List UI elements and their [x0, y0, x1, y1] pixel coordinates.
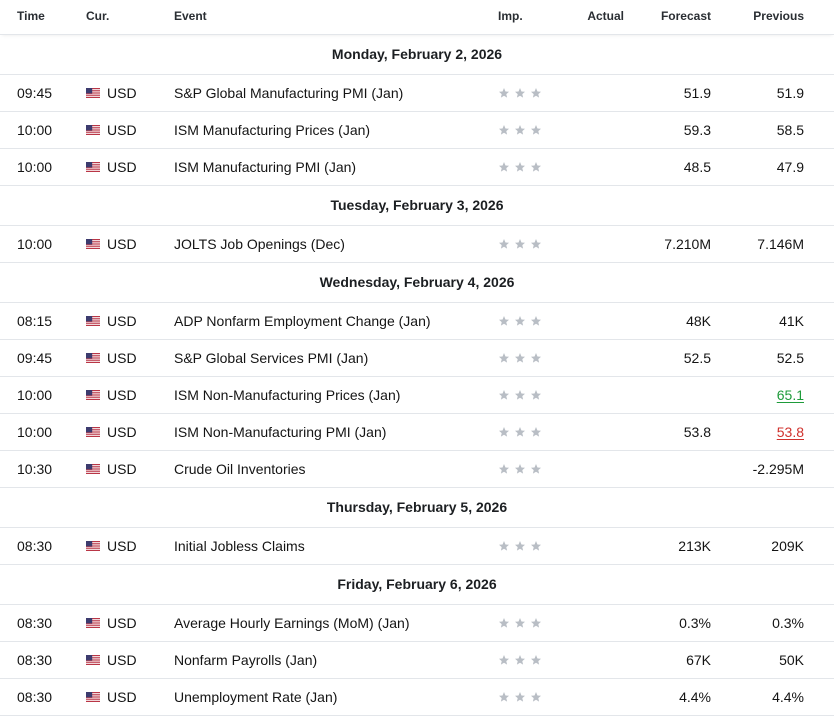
star-icon [530, 654, 542, 666]
day-header-row [0, 263, 834, 303]
event-row[interactable] [0, 226, 834, 263]
event-previous: 7.146M [757, 236, 804, 252]
event-name[interactable]: JOLTS Job Openings (Dec) [174, 236, 345, 252]
event-row[interactable] [0, 451, 834, 488]
star-icon [514, 238, 526, 250]
star-icon [514, 352, 526, 364]
us-flag-icon [86, 692, 100, 702]
event-time: 10:30 [17, 461, 53, 477]
event-name[interactable]: Initial Jobless Claims [174, 538, 305, 554]
event-row[interactable] [0, 303, 834, 340]
event-forecast: 59.3 [683, 122, 711, 138]
event-currency: USD [107, 313, 137, 329]
event-forecast: 48K [686, 313, 711, 329]
star-icon [498, 654, 510, 666]
star-icon [498, 161, 510, 173]
event-name[interactable]: ISM Manufacturing Prices (Jan) [174, 122, 371, 138]
event-previous: 4.4% [772, 689, 804, 705]
event-previous[interactable]: 65.1 [776, 387, 804, 403]
importance-rating [498, 161, 546, 177]
importance-rating [498, 691, 546, 707]
header-actual[interactable]: Actual [587, 9, 624, 23]
us-flag-icon [86, 618, 100, 628]
event-time: 10:00 [17, 236, 53, 252]
event-time: 10:00 [17, 122, 53, 138]
event-time: 08:30 [17, 615, 53, 631]
importance-rating [498, 124, 546, 140]
us-flag-icon [86, 125, 100, 135]
event-previous: 52.5 [776, 350, 804, 366]
us-flag-icon [86, 316, 100, 326]
event-row[interactable] [0, 75, 834, 112]
event-row[interactable] [0, 642, 834, 679]
star-icon [514, 463, 526, 475]
importance-rating [498, 426, 546, 442]
day-header-row [0, 186, 834, 226]
star-icon [530, 87, 542, 99]
event-previous: 58.5 [776, 122, 804, 138]
header-time[interactable]: Time [17, 9, 45, 23]
us-flag-icon [86, 88, 100, 98]
header-importance[interactable]: Imp. [498, 9, 523, 23]
us-flag-icon [86, 390, 100, 400]
event-forecast: 48.5 [683, 159, 711, 175]
event-row[interactable] [0, 605, 834, 642]
event-time: 10:00 [17, 159, 53, 175]
day-header-row [0, 488, 834, 528]
event-previous: -2.295M [752, 461, 804, 477]
importance-rating [498, 238, 546, 254]
event-currency: USD [107, 424, 137, 440]
event-time: 10:00 [17, 387, 53, 403]
importance-rating [498, 87, 546, 103]
star-icon [530, 352, 542, 364]
day-header-date: Monday, February 2, 2026 [331, 46, 503, 62]
event-name[interactable]: ADP Nonfarm Employment Change (Jan) [174, 313, 431, 329]
event-forecast: 67K [686, 652, 711, 668]
event-name[interactable]: S&P Global Services PMI (Jan) [174, 350, 369, 366]
event-forecast: 4.4% [679, 689, 711, 705]
star-icon [498, 463, 510, 475]
us-flag-icon [86, 239, 100, 249]
event-row[interactable] [0, 414, 834, 451]
star-icon [498, 124, 510, 136]
event-row[interactable] [0, 112, 834, 149]
star-icon [530, 463, 542, 475]
us-flag-icon [86, 655, 100, 665]
star-icon [530, 238, 542, 250]
event-forecast: 7.210M [664, 236, 711, 252]
event-time: 08:30 [17, 538, 53, 554]
day-header-row [0, 565, 834, 605]
event-previous: 209K [771, 538, 804, 554]
event-time: 08:15 [17, 313, 53, 329]
event-time: 08:30 [17, 652, 53, 668]
event-currency: USD [107, 461, 137, 477]
table-header [0, 0, 834, 35]
event-row[interactable] [0, 377, 834, 414]
event-forecast: 53.8 [683, 424, 711, 440]
header-currency[interactable]: Cur. [86, 9, 110, 23]
header-event[interactable]: Event [174, 9, 207, 23]
day-header-row [0, 35, 834, 75]
star-icon [530, 691, 542, 703]
event-currency: USD [107, 652, 137, 668]
event-currency: USD [107, 538, 137, 554]
event-previous: 47.9 [776, 159, 804, 175]
us-flag-icon [86, 541, 100, 551]
event-time: 10:00 [17, 424, 53, 440]
star-icon [530, 426, 542, 438]
event-previous: 51.9 [776, 85, 804, 101]
event-currency: USD [107, 122, 137, 138]
star-icon [514, 124, 526, 136]
event-forecast: 213K [678, 538, 711, 554]
event-currency: USD [107, 689, 137, 705]
star-icon [498, 87, 510, 99]
event-currency: USD [107, 350, 137, 366]
header-previous[interactable]: Previous [753, 9, 804, 23]
importance-rating [498, 389, 546, 405]
event-name[interactable]: ISM Non-Manufacturing Prices (Jan) [174, 387, 401, 403]
star-icon [514, 161, 526, 173]
event-row[interactable] [0, 340, 834, 377]
event-name[interactable]: Unemployment Rate (Jan) [174, 689, 338, 705]
event-time: 09:45 [17, 350, 53, 366]
star-icon [530, 617, 542, 629]
star-icon [498, 389, 510, 401]
event-currency: USD [107, 387, 137, 403]
importance-rating [498, 654, 546, 670]
day-header-date: Thursday, February 5, 2026 [326, 499, 508, 515]
star-icon [514, 691, 526, 703]
event-row[interactable] [0, 679, 834, 716]
star-icon [514, 389, 526, 401]
event-time: 08:30 [17, 689, 53, 705]
importance-rating [498, 463, 546, 479]
event-previous: 41K [779, 313, 804, 329]
event-name[interactable]: S&P Global Manufacturing PMI (Jan) [174, 85, 404, 101]
importance-rating [498, 315, 546, 331]
star-icon [498, 617, 510, 629]
star-icon [530, 540, 542, 552]
star-icon [514, 426, 526, 438]
event-row[interactable] [0, 149, 834, 186]
star-icon [498, 691, 510, 703]
star-icon [498, 315, 510, 327]
event-name[interactable]: ISM Manufacturing PMI (Jan) [174, 159, 357, 175]
event-currency: USD [107, 85, 137, 101]
star-icon [530, 161, 542, 173]
event-currency: USD [107, 236, 137, 252]
star-icon [514, 654, 526, 666]
event-forecast: 0.3% [679, 615, 711, 631]
star-icon [514, 540, 526, 552]
event-name[interactable]: ISM Non-Manufacturing PMI (Jan) [174, 424, 387, 440]
event-forecast: 51.9 [683, 85, 711, 101]
star-icon [498, 426, 510, 438]
star-icon [530, 315, 542, 327]
day-header-date: Tuesday, February 3, 2026 [330, 197, 504, 213]
event-name[interactable]: Nonfarm Payrolls (Jan) [174, 652, 318, 668]
day-header-date: Wednesday, February 4, 2026 [319, 274, 515, 290]
star-icon [498, 540, 510, 552]
importance-rating [498, 540, 546, 556]
us-flag-icon [86, 353, 100, 363]
table-body [0, 35, 834, 716]
importance-rating [498, 352, 546, 368]
event-name[interactable]: Average Hourly Earnings (MoM) (Jan) [174, 615, 410, 631]
star-icon [514, 617, 526, 629]
star-icon [530, 124, 542, 136]
event-previous: 0.3% [772, 615, 804, 631]
importance-rating [498, 617, 546, 633]
event-previous: 50K [779, 652, 804, 668]
event-currency: USD [107, 615, 137, 631]
us-flag-icon [86, 464, 100, 474]
event-previous[interactable]: 53.8 [776, 424, 804, 440]
event-row[interactable] [0, 528, 834, 565]
event-name[interactable]: Crude Oil Inventories [174, 461, 306, 477]
us-flag-icon [86, 427, 100, 437]
event-currency: USD [107, 159, 137, 175]
star-icon [514, 87, 526, 99]
star-icon [498, 238, 510, 250]
us-flag-icon [86, 162, 100, 172]
star-icon [514, 315, 526, 327]
day-header-date: Friday, February 6, 2026 [337, 576, 497, 592]
event-forecast: 52.5 [683, 350, 711, 366]
header-forecast[interactable]: Forecast [660, 9, 711, 23]
star-icon [498, 352, 510, 364]
star-icon [530, 389, 542, 401]
event-time: 09:45 [17, 85, 53, 101]
